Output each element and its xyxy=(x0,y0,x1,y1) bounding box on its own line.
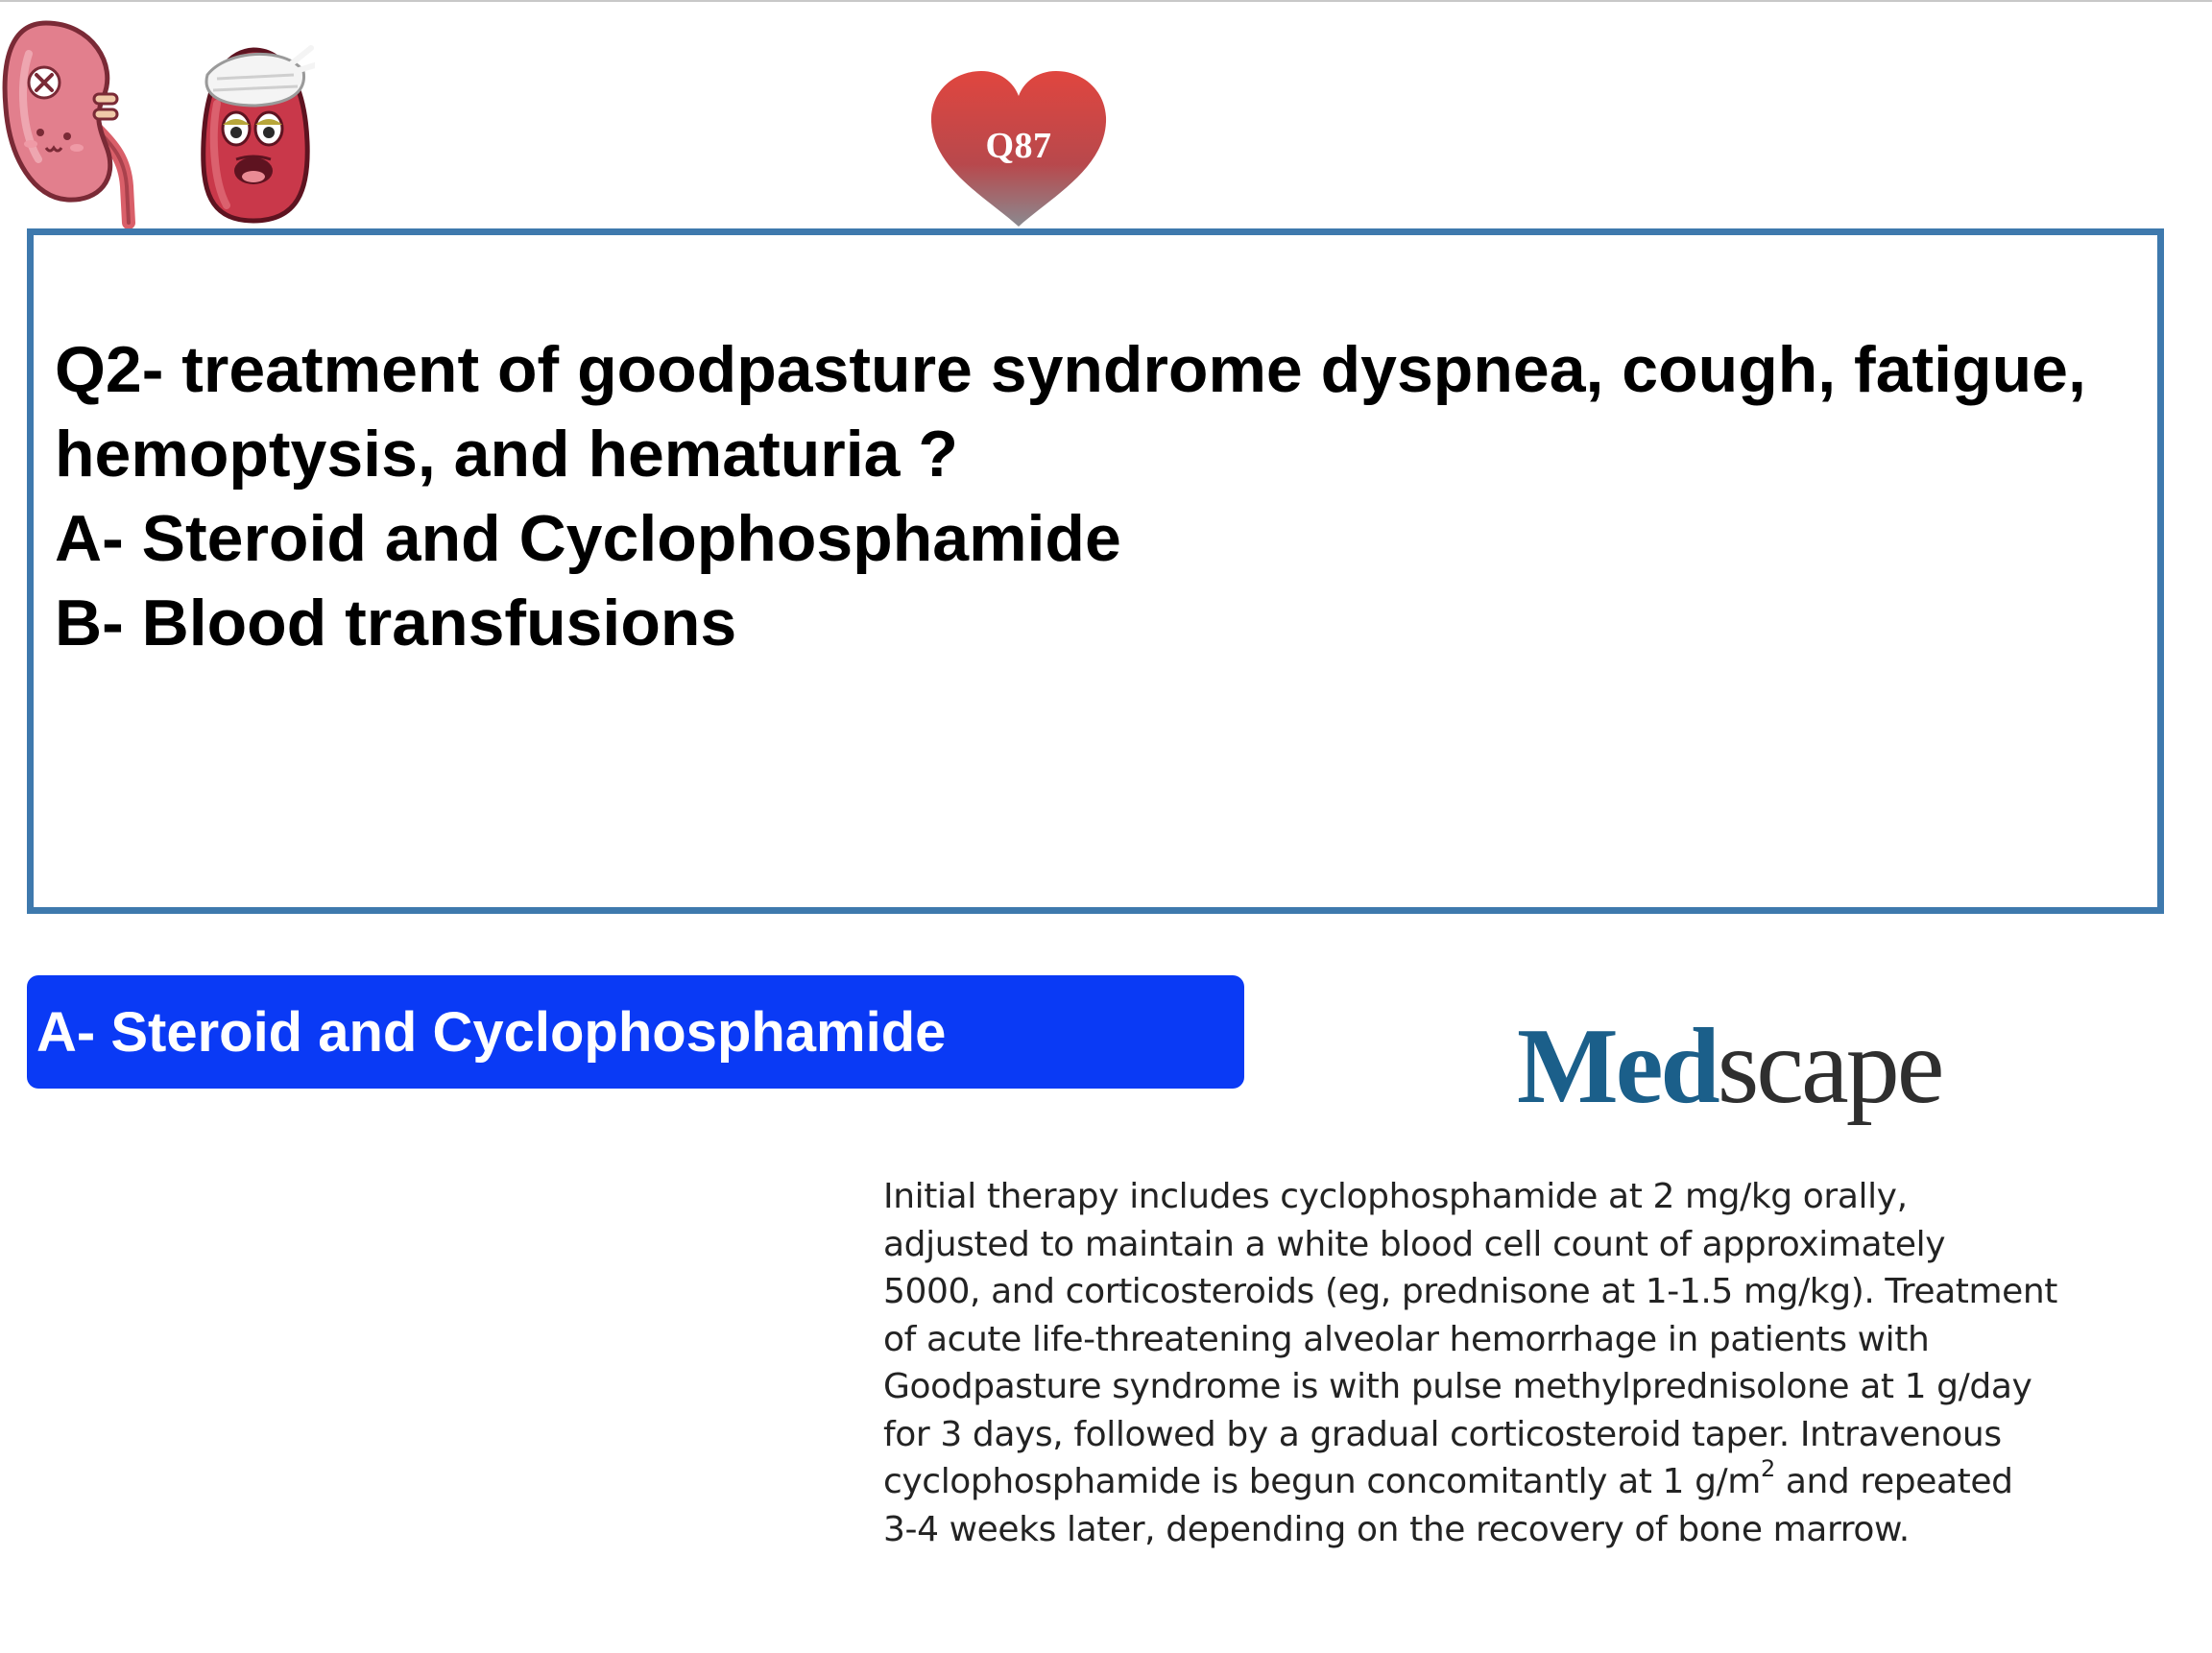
question-line-2: hemoptysis, and hematuria ? xyxy=(55,418,958,491)
explanation-line: 3-4 weeks later, depending on the recovery of bone marrow. xyxy=(883,1509,1910,1549)
explanation-fragment: and repeated xyxy=(1774,1462,2013,1501)
explanation-line: of acute life-threatening alveolar hemorrhage in patients with xyxy=(883,1319,1930,1359)
injured-lung-icon xyxy=(198,36,315,227)
question-panel xyxy=(27,228,2164,914)
explanation-line: Initial therapy includes cyclophosphamide at 2 mg/kg orally, xyxy=(883,1177,1908,1216)
explanation-line: Goodpasture syndrome is with pulse methylprednisolone at 1 g/day xyxy=(883,1367,2032,1406)
sick-kidney-icon xyxy=(0,15,144,228)
explanation-line xyxy=(883,1455,2074,1506)
superscript: 2 xyxy=(1760,1455,1775,1482)
top-divider xyxy=(0,0,2212,2)
explanation-line: for 3 days, followed by a gradual corticosteroid taper. Intravenous xyxy=(883,1414,2002,1454)
explanation-fragment: cyclophosphamide is begun concomitantly at 1 g/m xyxy=(883,1462,1761,1501)
answer-label: A- Steroid and Cyclophosphamide xyxy=(36,1001,947,1064)
option-b[interactable]: B- Blood transfusions xyxy=(55,587,737,659)
explanation-line: adjusted to maintain a white blood cell count of approximately xyxy=(883,1224,1946,1264)
medscape-logo xyxy=(1517,1004,1941,1129)
question-text xyxy=(55,327,2157,665)
explanation-line: 5000, and corticosteroids (eg, prednisone at 1-1.5 mg/kg). Treatment xyxy=(883,1272,2058,1311)
question-number: Q87 xyxy=(985,126,1052,166)
logo-med: Med xyxy=(1517,1007,1718,1126)
option-a[interactable]: A- Steroid and Cyclophosphamide xyxy=(55,502,1121,575)
question-line-1: Q2- treatment of goodpasture syndrome dyspnea, cough, fatigue, xyxy=(55,333,2086,406)
explanation-text xyxy=(883,1173,2074,1553)
logo-scape: scape xyxy=(1717,1007,1942,1126)
answer-reveal-button[interactable] xyxy=(27,975,1244,1089)
question-number-badge xyxy=(929,71,1108,228)
